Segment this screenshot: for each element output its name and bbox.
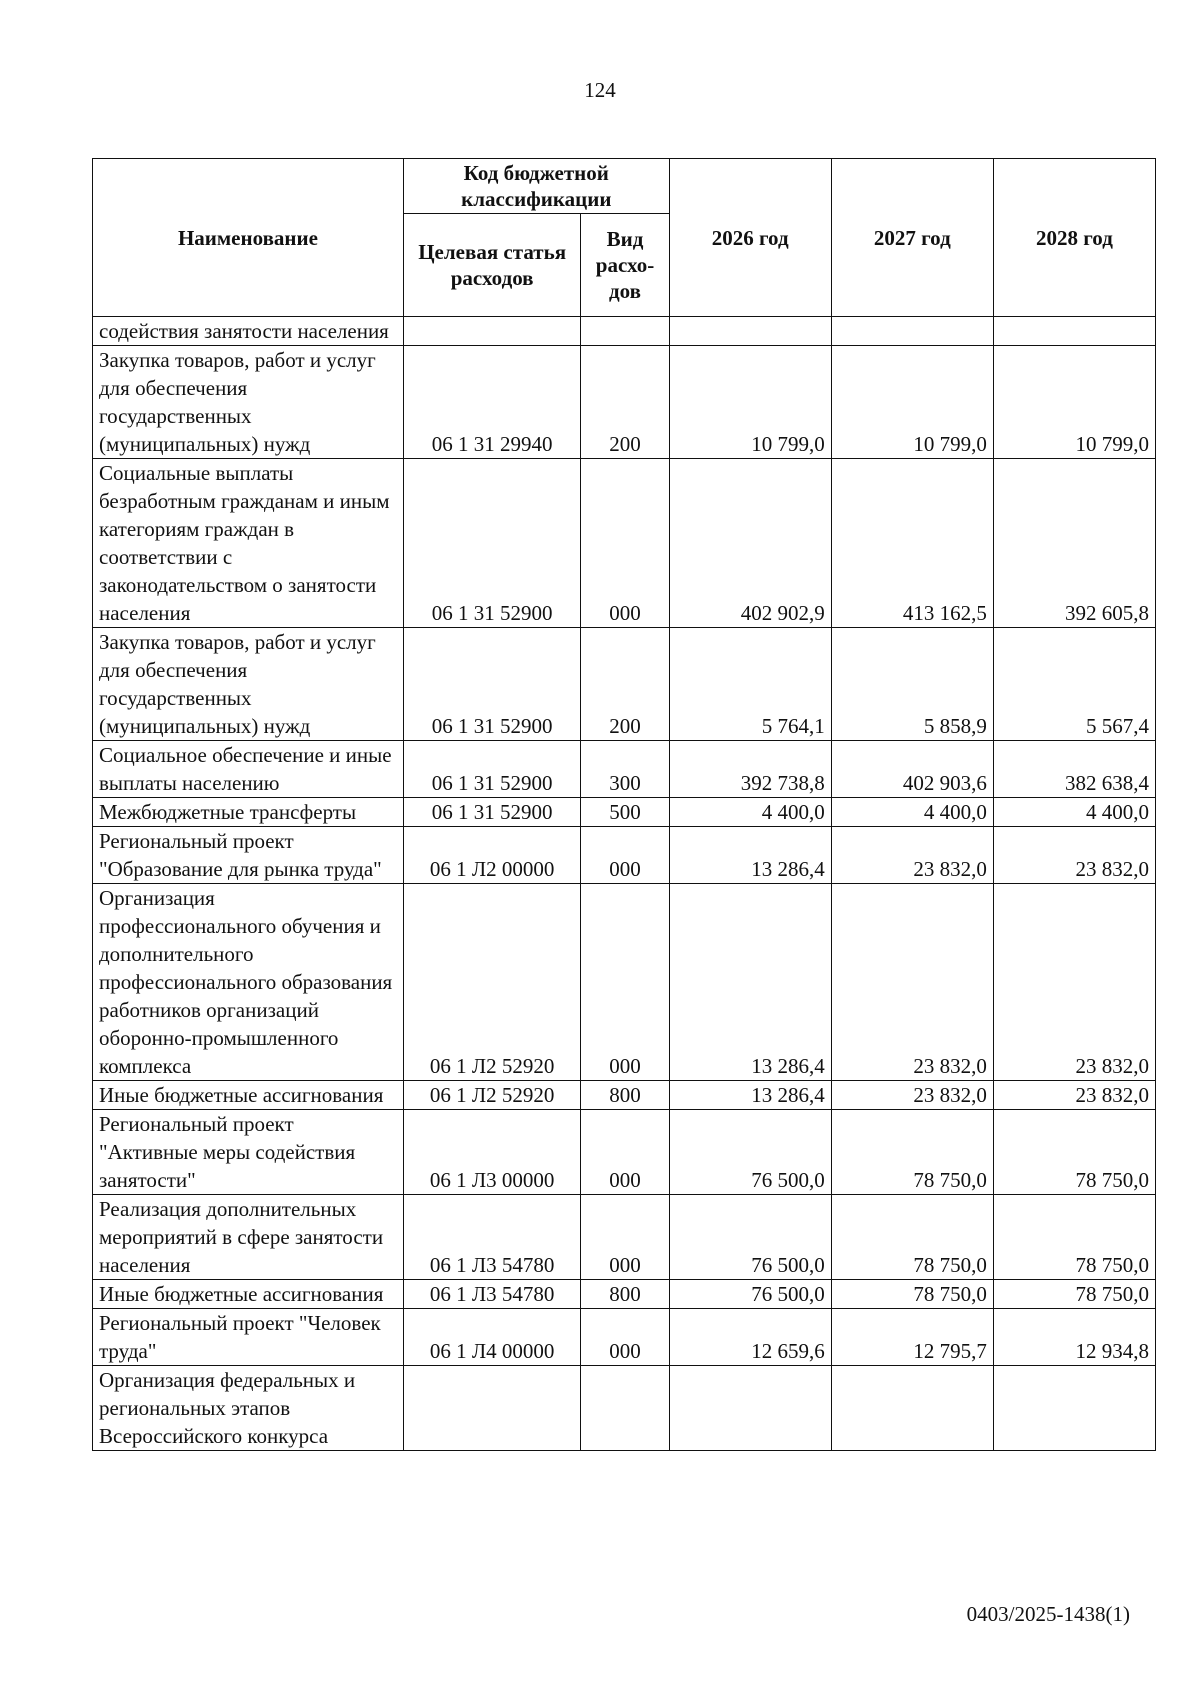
budget-table	[92, 158, 1156, 1451]
row-2026: 13 286,4	[669, 1081, 831, 1110]
table-row	[93, 884, 1156, 1081]
table-row	[93, 1110, 1156, 1195]
row-2027	[831, 1366, 993, 1451]
row-name: Организация профессионального обучения и дополнительного профессионального образования работников организаций оборонно-промышленного комплекса	[93, 884, 404, 1081]
row-kind: 000	[581, 459, 669, 628]
row-code	[403, 317, 581, 346]
row-2028: 23 832,0	[993, 884, 1155, 1081]
page-number: 124	[584, 78, 616, 102]
table-row	[93, 827, 1156, 884]
row-2028: 10 799,0	[993, 346, 1155, 459]
row-name: Реализация дополнительных мероприятий в сфере занятости населения	[93, 1195, 404, 1280]
row-kind	[581, 1366, 669, 1451]
row-2028: 382 638,4	[993, 741, 1155, 798]
row-kind: 500	[581, 798, 669, 827]
header-kind: Вид расхо-дов	[581, 214, 669, 317]
header-2026: 2026 год	[669, 159, 831, 317]
table-row	[93, 346, 1156, 459]
header-row	[93, 159, 1156, 214]
row-2026: 402 902,9	[669, 459, 831, 628]
header-name: Наименование	[93, 159, 404, 317]
header-code-group: Код бюджетной классификации	[403, 159, 669, 214]
header-target: Целевая статья расходов	[403, 214, 581, 317]
row-2026: 392 738,8	[669, 741, 831, 798]
row-2028: 23 832,0	[993, 827, 1155, 884]
row-2027: 78 750,0	[831, 1110, 993, 1195]
row-code: 06 1 31 52900	[403, 741, 581, 798]
row-2026: 76 500,0	[669, 1195, 831, 1280]
row-name: Иные бюджетные ассигнования	[93, 1280, 404, 1309]
document-code: 0403/2025-1438(1)	[966, 1602, 1130, 1626]
row-kind: 000	[581, 884, 669, 1081]
row-code: 06 1 Л2 00000	[403, 827, 581, 884]
table-row	[93, 741, 1156, 798]
row-2028: 392 605,8	[993, 459, 1155, 628]
row-code: 06 1 31 52900	[403, 798, 581, 827]
row-2027: 5 858,9	[831, 628, 993, 741]
row-2028: 4 400,0	[993, 798, 1155, 827]
row-name: Региональный проект "Активные меры содействия занятости"	[93, 1110, 404, 1195]
row-code: 06 1 31 52900	[403, 459, 581, 628]
row-code: 06 1 Л2 52920	[403, 884, 581, 1081]
row-2026: 12 659,6	[669, 1309, 831, 1366]
header-2028: 2028 год	[993, 159, 1155, 317]
row-name: Региональный проект "Человек труда"	[93, 1309, 404, 1366]
row-2027: 413 162,5	[831, 459, 993, 628]
row-2027: 402 903,6	[831, 741, 993, 798]
row-2028	[993, 1366, 1155, 1451]
row-kind: 000	[581, 1309, 669, 1366]
row-kind	[581, 317, 669, 346]
row-kind: 200	[581, 346, 669, 459]
row-2026: 10 799,0	[669, 346, 831, 459]
row-kind: 800	[581, 1081, 669, 1110]
row-name: Организация федеральных и региональных этапов Всероссийского конкурса	[93, 1366, 404, 1451]
row-kind: 000	[581, 1110, 669, 1195]
row-2027: 12 795,7	[831, 1309, 993, 1366]
row-code: 06 1 Л2 52920	[403, 1081, 581, 1110]
row-2026: 76 500,0	[669, 1280, 831, 1309]
row-2027: 78 750,0	[831, 1195, 993, 1280]
row-2027	[831, 317, 993, 346]
row-kind: 000	[581, 827, 669, 884]
row-code: 06 1 Л3 54780	[403, 1280, 581, 1309]
row-name: Социальные выплаты безработным гражданам и иным категориям граждан в соответствии с законодательством о занятости населения	[93, 459, 404, 628]
table-body	[93, 317, 1156, 1451]
table-row	[93, 459, 1156, 628]
row-2027: 78 750,0	[831, 1280, 993, 1309]
row-2028: 23 832,0	[993, 1081, 1155, 1110]
row-code	[403, 1366, 581, 1451]
row-name: Межбюджетные трансферты	[93, 798, 404, 827]
row-2026: 13 286,4	[669, 884, 831, 1081]
row-name: Закупка товаров, работ и услуг для обеспечения государственных (муниципальных) нужд	[93, 628, 404, 741]
row-code: 06 1 Л3 00000	[403, 1110, 581, 1195]
table-row	[93, 1366, 1156, 1451]
table-row	[93, 1081, 1156, 1110]
row-code: 06 1 31 52900	[403, 628, 581, 741]
row-kind: 000	[581, 1195, 669, 1280]
row-2026: 76 500,0	[669, 1110, 831, 1195]
row-code: 06 1 Л3 54780	[403, 1195, 581, 1280]
row-2027: 23 832,0	[831, 884, 993, 1081]
row-2027: 23 832,0	[831, 827, 993, 884]
row-name: Иные бюджетные ассигнования	[93, 1081, 404, 1110]
row-2028: 78 750,0	[993, 1195, 1155, 1280]
row-2026	[669, 1366, 831, 1451]
row-2027: 10 799,0	[831, 346, 993, 459]
row-2027: 23 832,0	[831, 1081, 993, 1110]
row-kind: 800	[581, 1280, 669, 1309]
row-2026: 5 764,1	[669, 628, 831, 741]
header-2027: 2027 год	[831, 159, 993, 317]
row-name: Социальное обеспечение и иные выплаты населению	[93, 741, 404, 798]
row-2028	[993, 317, 1155, 346]
row-2026: 4 400,0	[669, 798, 831, 827]
row-name: Закупка товаров, работ и услуг для обеспечения государственных (муниципальных) нужд	[93, 346, 404, 459]
row-2028: 78 750,0	[993, 1110, 1155, 1195]
row-2028: 78 750,0	[993, 1280, 1155, 1309]
row-name: Региональный проект "Образование для рынка труда"	[93, 827, 404, 884]
row-name: содействия занятости населения	[93, 317, 404, 346]
row-code: 06 1 31 29940	[403, 346, 581, 459]
row-code: 06 1 Л4 00000	[403, 1309, 581, 1366]
table-row	[93, 1195, 1156, 1280]
row-2027: 4 400,0	[831, 798, 993, 827]
row-2026: 13 286,4	[669, 827, 831, 884]
row-kind: 300	[581, 741, 669, 798]
table-row	[93, 798, 1156, 827]
row-2026	[669, 317, 831, 346]
row-2028: 5 567,4	[993, 628, 1155, 741]
table-row	[93, 1309, 1156, 1366]
table-row	[93, 317, 1156, 346]
row-2028: 12 934,8	[993, 1309, 1155, 1366]
table-row	[93, 628, 1156, 741]
table-row	[93, 1280, 1156, 1309]
row-kind: 200	[581, 628, 669, 741]
